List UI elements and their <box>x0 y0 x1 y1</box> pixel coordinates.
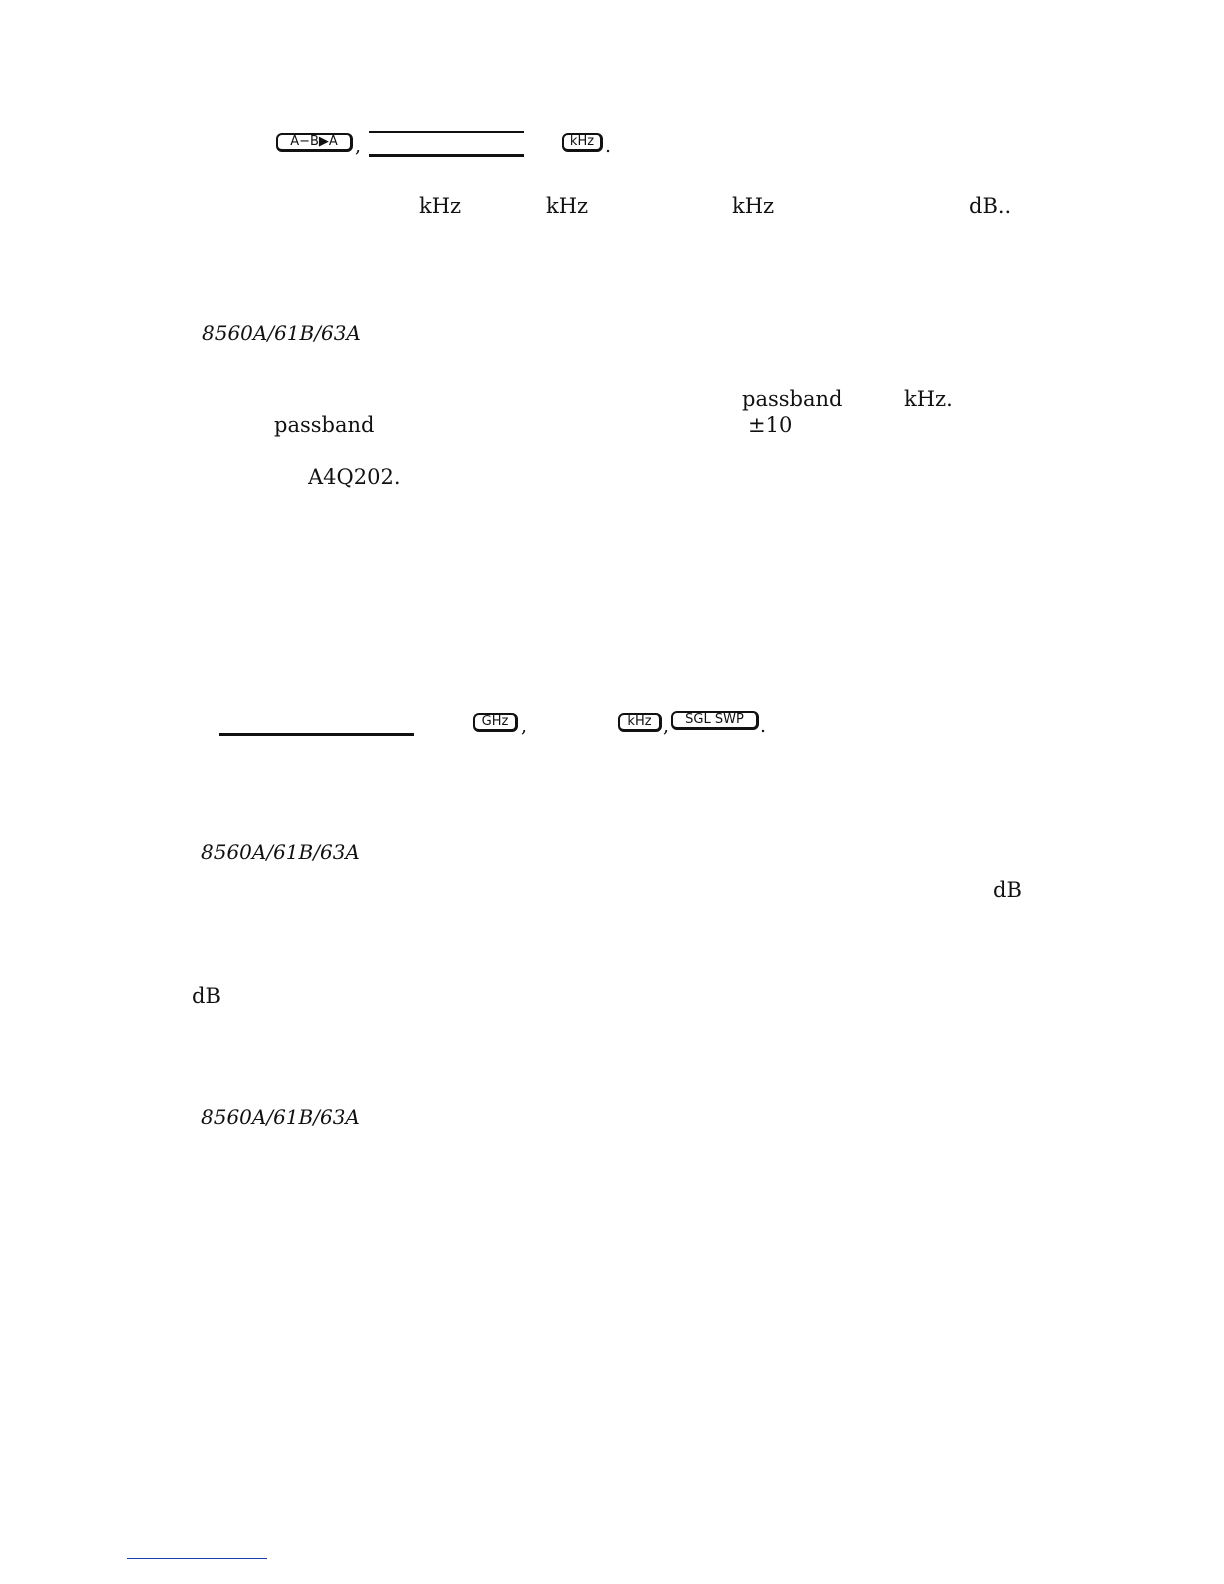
unit-khz-1: kHz <box>419 194 462 218</box>
softkey-underline <box>219 733 414 736</box>
unit-khz-2: kHz <box>546 194 589 218</box>
unit-db: dB.. <box>969 194 1012 218</box>
sgl-swp-key: SGL SWP <box>671 711 759 730</box>
passband-unit-khz: kHz. <box>904 387 953 411</box>
tolerance-value: ±10 <box>748 413 793 437</box>
comma: , <box>663 715 670 737</box>
softkey-label-box <box>369 131 524 157</box>
analyzer-model-heading: 8560A/61B/63A <box>202 321 361 345</box>
analyzer-model-heading: 8560A/61B/63A <box>201 1105 360 1129</box>
comma: , <box>521 715 528 737</box>
comma: , <box>355 135 362 157</box>
passband-word: passband <box>742 387 843 411</box>
a-minus-b-to-a-key: A−B▶A <box>276 133 353 152</box>
component-reference: A4Q202. <box>308 465 401 489</box>
passband-word-2: passband <box>274 413 375 437</box>
footnote-rule <box>127 1558 267 1559</box>
ghz-key: GHz <box>473 713 518 732</box>
unit-db-left: dB <box>192 984 221 1008</box>
unit-db-right: dB <box>993 878 1022 902</box>
khz-key: kHz <box>618 713 662 732</box>
period: . <box>760 715 767 737</box>
analyzer-model-heading: 8560A/61B/63A <box>201 840 360 864</box>
period: . <box>605 135 612 157</box>
unit-khz-3: kHz <box>732 194 775 218</box>
khz-key: kHz <box>562 133 603 152</box>
